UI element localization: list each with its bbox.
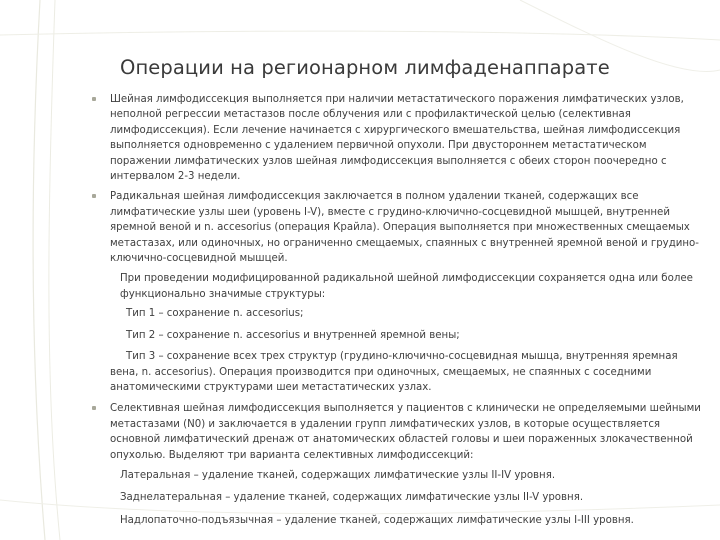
bullet-icon [92,97,96,101]
type-item: Тип 1 – сохранение n. accesorius; [126,308,304,320]
variant-item: Заднелатеральная – удаление тканей, содержащих лимфатические узлы II-V уровня. [120,492,584,504]
bullet-icon [92,194,96,198]
bullet-text: Шейная лимфодиссекция выполняется при наличии метастатического поражения лимфатических узлов, неполной регрессии метастазов после облучения или с профилактической целью (селективная лимфодиссекция). Если лечение начинается с хирургического вмешательства, шейная лимфодиссекция выполняется одновременно с удалением первичной опухоли. При двустороннем метастатическом поражении лимфатических узлов шейная лимфодиссекция выполняется с обеих сторон поочередно с интервалом 2-3 недели. [110,94,684,183]
bullet-text: Селективная шейная лимфодиссекция выполняется у пациентов с клинически не определяемыми шейными метастазами (N0) и заключается в удалении групп лимфатических узлов, в которые осуществляется основной лимфатический дренаж от анатомических областей головы и шеи пораженных злокачественной опухолью. Выделяют три варианта селективных лимфодиссекций: [110,403,701,461]
type-item: Тип 3 – сохранение всех трех структур (грудино-ключично-сосцевидная мышца, внутренняя яремная вена, n. accesorius). Операция производится при одиночных, смещаемых, не спаянных с соседними анатомическими структурами шеи метастатических узлах. [110,351,678,393]
type-item: Тип 2 – сохранение n. accesorius и внутренней яремной вены; [126,329,460,341]
list-item [92,92,706,184]
slide-content [92,92,706,535]
variant-item: Латеральная – удаление тканей, содержащих лимфатические узлы II-IV уровня. [120,469,556,481]
list-item [92,189,706,266]
page-title: Операции на регионарном лимфаденаппарате [120,56,610,79]
list-item [92,401,706,463]
bullet-text: Радикальная шейная лимфодиссекция заключается в полном удалении тканей, содержащих все лимфатические узлы шеи (уровень I-V), вместе с грудино-ключично-сосцевидной мышцей, внутренней яремной веной и n. accesorius (операция Крайла). Операция выполняется при множественных смещаемых метастазах, или одиночных, но ограниченно смещаемых, спаянных с внутренней яремной веной и грудино-ключично-сосцевидной мышцей. [110,191,699,265]
bullet-icon [92,406,96,410]
variant-item: Надлопаточно-подъязычная – удаление тканей, содержащих лимфатические узлы I-III уровня. [120,514,634,526]
modified-intro: При проведении модифицированной радикальной шейной лимфодиссекции сохраняется одна или более функционально значимые структуры: [120,273,693,300]
